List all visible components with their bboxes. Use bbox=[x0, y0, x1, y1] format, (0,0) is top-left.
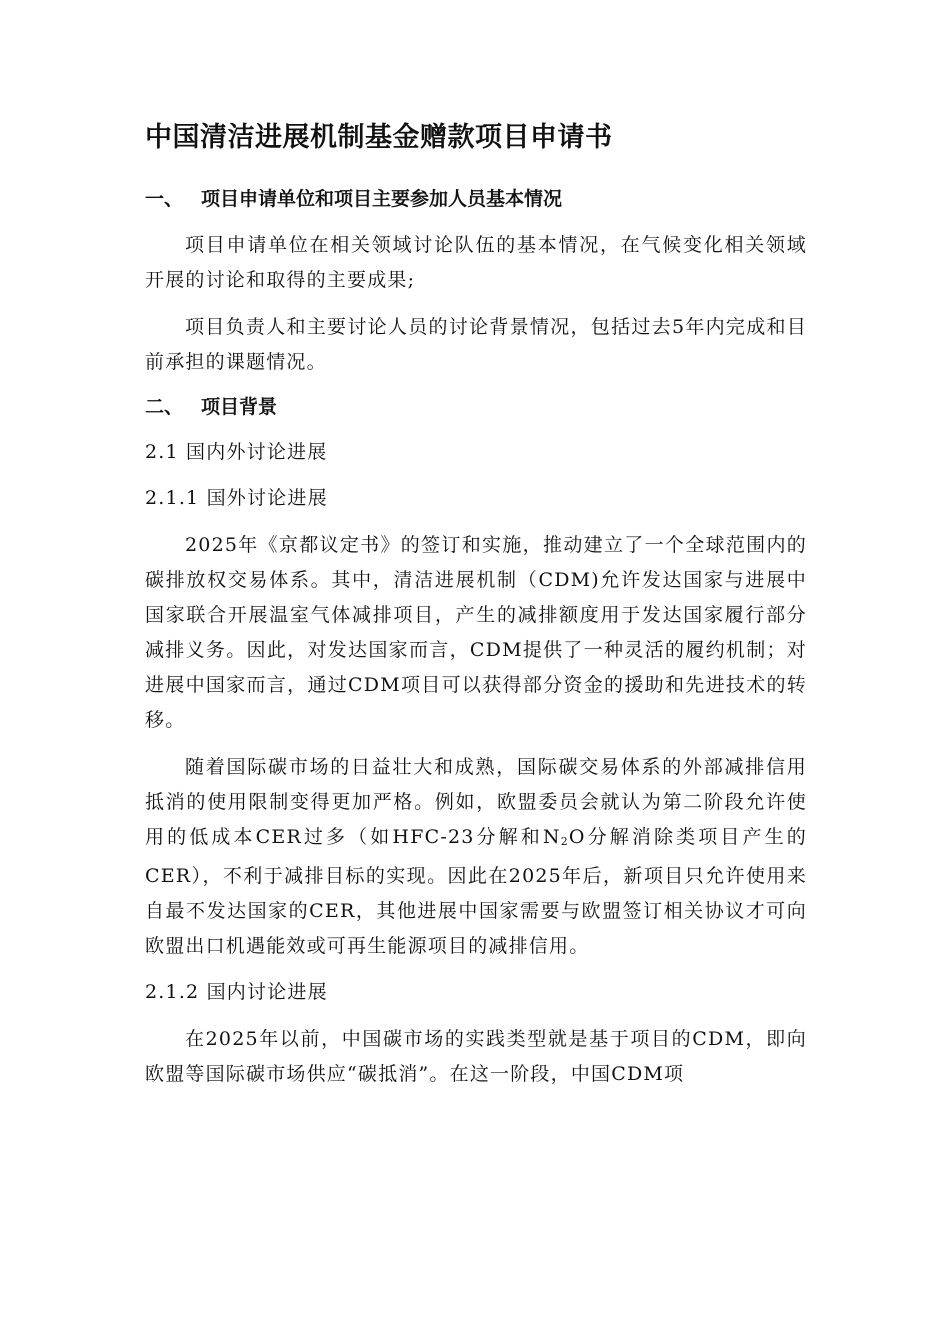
section-2-heading bbox=[145, 392, 807, 422]
subsection-2-1-1-paragraph-1: 2025年《京都议定书》的签订和实施，推动建立了一个全球范围内的碳排放权交易体系。其中，清洁进展机制（CDM)允许发达国家与进展中国家联合开展温室气体减排项目，产生的减排额度用于发达国家履行部分减排义务。因此，对发达国家而言，CDM提供了一种灵活的履约机制；对进展中国家而言，通过CDM项目可以获得部分资金的援助和先进技术的转移。 bbox=[145, 534, 807, 731]
section-1-paragraph-1: 项目申请单位在相关领域讨论队伍的基本情况，在气候变化相关领域开展的讨论和取得的主要成果; bbox=[145, 234, 807, 291]
subscript-2: 2 bbox=[560, 835, 569, 848]
subsection-2-1-1-paragraph-2 bbox=[145, 750, 807, 964]
section-2-title: 项目背景 bbox=[201, 396, 278, 418]
paragraph-text-part-1: 随着国际碳市场的日益壮大和成熟，国际碳交易体系的外部减排信用抵消的使用限制变得更加严格。例如，欧盟委员会就认为第二阶段允许使用的低成本CER过多（如HFC-23分解和N bbox=[145, 756, 807, 848]
subsection-2-1-2-heading: 2.1.2 国内讨论进展 bbox=[145, 981, 328, 1003]
subsection-2-1-heading: 2.1 国内外讨论进展 bbox=[145, 441, 328, 463]
section-1-title: 项目申请单位和项目主要参加人员基本情况 bbox=[201, 188, 563, 210]
document-body bbox=[145, 118, 807, 1104]
subsection-2-1-1-heading: 2.1.1 国外讨论进展 bbox=[145, 487, 328, 509]
document-title: 中国清洁进展机制基金赠款项目申请书 bbox=[145, 122, 613, 153]
paragraph-text-part-2: O分解消除类项目产生的CER），不利于减排目标的实现。因此在2025年后，新项目只允许使用来自最不发达国家的CER，其他进展中国家需要与欧盟签订相关协议才可向欧盟出口机遇能效或可再生能源项目的减排信用。 bbox=[145, 826, 807, 957]
section-2-number: 二、 bbox=[145, 396, 184, 418]
subsection-2-1-2-paragraph-1: 在2025年以前，中国碳市场的实践类型就是基于项目的CDM，即向欧盟等国际碳市场供应“碳抵消”。在这一阶段，中国CDM项 bbox=[145, 1028, 807, 1085]
section-1-paragraph-2: 项目负责人和主要讨论人员的讨论背景情况，包括过去5年内完成和目前承担的课题情况。 bbox=[145, 316, 807, 373]
section-1-number: 一、 bbox=[145, 188, 184, 210]
section-1-heading bbox=[145, 184, 807, 214]
